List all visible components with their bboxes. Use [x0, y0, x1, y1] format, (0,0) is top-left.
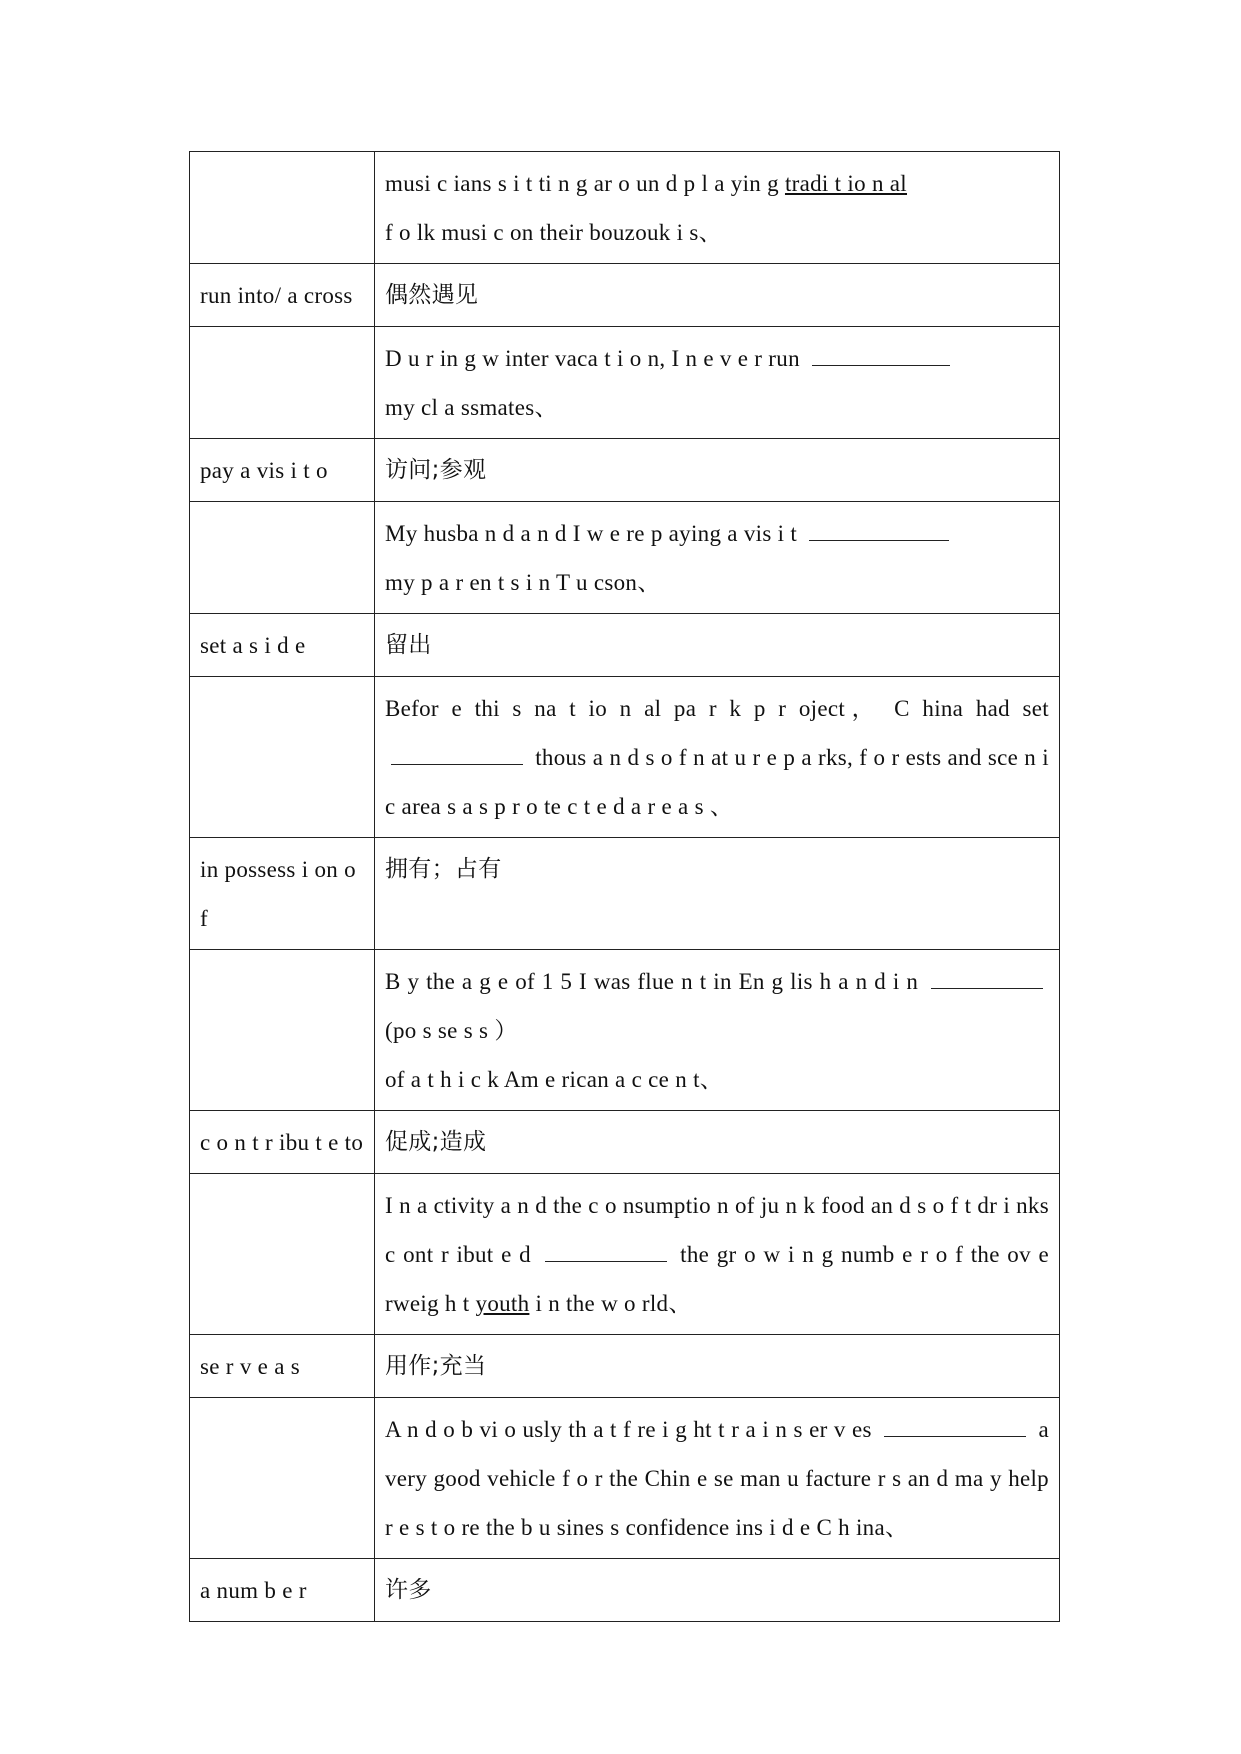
- definition-cell: 许多: [375, 1559, 1060, 1622]
- definition-cell: 促成;造成: [375, 1111, 1060, 1174]
- definition-cell: 留出: [375, 614, 1060, 677]
- fill-in-blank[interactable]: [391, 742, 523, 765]
- table-row: [190, 502, 1060, 614]
- table-row: [190, 152, 1060, 264]
- table-row: [190, 1398, 1060, 1559]
- example-text: my cl a ssmates、: [385, 395, 558, 420]
- table-row: [190, 1111, 1060, 1174]
- example-text: musi c ians s i t ti n g ar o un d p l a yin g: [385, 171, 785, 196]
- underlined-word: youth: [475, 1291, 530, 1316]
- example-text: A n d o b vi o usly th a t f re i g ht t r a i n s er v es: [385, 1417, 879, 1442]
- term-cell: [190, 950, 375, 1111]
- vocabulary-table: [189, 151, 1060, 1622]
- example-text: my p a r en t s i n T u cson、: [385, 570, 661, 595]
- table-row: [190, 677, 1060, 838]
- example-text: I n a ctivity a n d the c o nsumptio n of ju n k food an d s o f t dr i nks c ont r ibut e d: [385, 1193, 1049, 1267]
- term-cell: pay a vis i t o: [190, 439, 375, 502]
- example-text: Befor e thi s na t io n al pa r k p r oject， C hina had set: [385, 696, 1049, 721]
- term-cell: [190, 502, 375, 614]
- table-row: [190, 327, 1060, 439]
- definition-cell: 用作;充当: [375, 1335, 1060, 1398]
- fill-in-blank[interactable]: [545, 1239, 667, 1262]
- example-cell: [375, 502, 1060, 614]
- example-text: B y the a g e of 1 5 I was flue n t in En g lis h a n d i n: [385, 969, 925, 994]
- term-cell: a num b e r: [190, 1559, 375, 1622]
- term-cell: [190, 152, 375, 264]
- term-cell: c o n t r ibu t e to: [190, 1111, 375, 1174]
- example-cell: [375, 677, 1060, 838]
- term-cell: in possess i on o f: [190, 838, 375, 950]
- example-text: i n the w o rld、: [529, 1291, 692, 1316]
- table-row: [190, 838, 1060, 950]
- definition-cell: 访问;参观: [375, 439, 1060, 502]
- example-cell: [375, 950, 1060, 1111]
- term-cell: [190, 1174, 375, 1335]
- fill-in-blank[interactable]: [809, 518, 949, 541]
- example-text: (po s se s s ）: [385, 1018, 518, 1043]
- example-cell: [375, 152, 1060, 264]
- example-text: D u r in g w inter vaca t i o n, I n e v e r run: [385, 346, 806, 371]
- definition-cell: 偶然遇见: [375, 264, 1060, 327]
- example-text: f o lk musi c on their bouzouk i s、: [385, 220, 722, 245]
- term-cell: [190, 1398, 375, 1559]
- term-cell: se r v e a s: [190, 1335, 375, 1398]
- table-row: [190, 439, 1060, 502]
- example-text: the gr o w i n g numb e r o f the ov e rweig h t: [385, 1242, 1049, 1316]
- example-cell: [375, 1174, 1060, 1335]
- table-row: [190, 1174, 1060, 1335]
- example-text: thous a n d s o f n at u r e p a rks, f o r ests and sce n i c area s a s p r o te c t e d a r e a s 、: [385, 745, 1049, 819]
- table-row: [190, 950, 1060, 1111]
- example-text: of a t h i c k Am e rican a c ce n t、: [385, 1067, 724, 1092]
- term-cell: [190, 677, 375, 838]
- term-cell: run into/ a cross: [190, 264, 375, 327]
- fill-in-blank[interactable]: [931, 966, 1043, 989]
- example-text: My husba n d a n d I w e re p aying a vis i t: [385, 521, 804, 546]
- example-cell: [375, 327, 1060, 439]
- example-cell: [375, 1398, 1060, 1559]
- table-row: [190, 614, 1060, 677]
- term-cell: [190, 327, 375, 439]
- term-cell: set a s i d e: [190, 614, 375, 677]
- fill-in-blank[interactable]: [884, 1414, 1026, 1437]
- table-row: [190, 264, 1060, 327]
- underlined-word: tradi t io n al: [784, 171, 907, 196]
- fill-in-blank[interactable]: [812, 343, 950, 366]
- definition-cell: 拥有；占有: [375, 838, 1060, 950]
- table-row: [190, 1559, 1060, 1622]
- table-row: [190, 1335, 1060, 1398]
- example-text: a very good vehicle f o r the Chin e se man u facture r s an d ma y help r e s t o re the b u sines s confidence ins i d e C h ina、: [385, 1417, 1049, 1540]
